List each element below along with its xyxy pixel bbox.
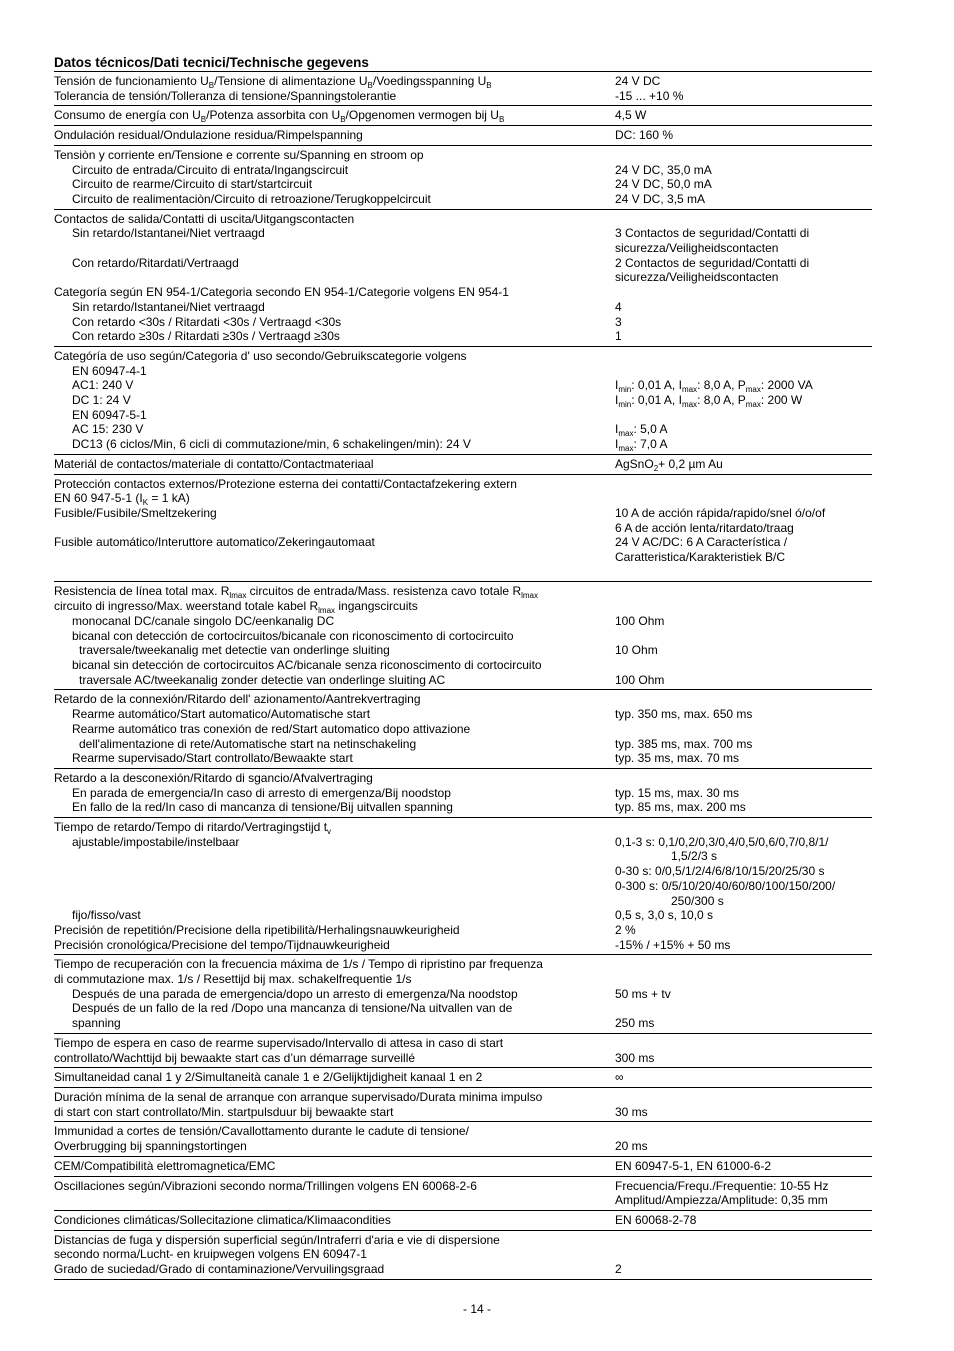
spec-label: Protección contactos externos/Protezione esterna dei contatti/Contactafzekering extern — [54, 476, 517, 491]
spec-value: typ. 35 ms, max. 70 ms — [615, 751, 740, 766]
spec-label: Rearme automático tras conexión de red/Start automatico dopo attivazione — [72, 721, 471, 736]
spec-label: fijo/fisso/vast — [72, 908, 141, 923]
spec-value: sicurezza/Veiligheidscontacten — [615, 241, 779, 256]
spec-line — [54, 1213, 872, 1228]
spec-label — [54, 270, 615, 285]
spec-line — [54, 506, 872, 521]
spec-value: 2 Contactos de seguridad/Contatti di — [615, 255, 810, 270]
spec-value: EN 60947-5-1, EN 61000-6-2 — [615, 1158, 772, 1173]
spec-label: Rearme supervisado/Start controllato/Bewaakte start — [72, 751, 353, 766]
spec-line — [54, 584, 872, 599]
spec-line — [54, 89, 872, 104]
spec-line — [54, 491, 872, 506]
spec-label — [54, 894, 615, 909]
spec-value: typ. 85 ms, max. 200 ms — [615, 800, 746, 815]
spec-line — [54, 1016, 872, 1031]
spec-label: Condiciones climáticas/Sollecitazione climatica/Klimaacondities — [54, 1212, 391, 1227]
spec-value: 24 V DC — [615, 74, 661, 88]
spec-section — [54, 955, 872, 1034]
spec-label: CEM/Compatibilità elettromagnetica/EMC — [54, 1158, 276, 1173]
spec-value — [615, 349, 872, 364]
spec-line — [54, 751, 872, 766]
spec-value: 24 V DC, 3,5 mA — [615, 191, 706, 206]
spec-value: 24 V AC/DC: 6 A Característica / — [615, 535, 788, 550]
spec-value: $I_{max}$: 5,0 A — [615, 422, 668, 439]
spec-label: Duración mínima de la senal de arranque con arranque supervisado/Durata minima impulso — [54, 1089, 543, 1104]
spec-value: 300 ms — [615, 1050, 655, 1065]
spec-section — [54, 210, 872, 347]
spec-section — [54, 1177, 872, 1211]
spec-value: 10 A de acción rápida/rapido/snel ó/o/of — [615, 505, 826, 520]
spec-line — [54, 212, 872, 227]
spec-label: Tiempo de retardo/Tempo di ritardo/Vertragingstijd $t_v$ — [54, 820, 332, 837]
spec-label: monocanal DC/canale singolo DC/eenkanalig DC — [72, 613, 335, 628]
spec-line — [54, 1001, 872, 1016]
spec-section — [54, 1068, 872, 1088]
spec-value: 30 ms — [615, 1104, 648, 1119]
spec-value: $I_{min}$: 0,01 A, $I_{max}$: 8,0 A, $P_{max}$: 2000 VA — [615, 378, 813, 395]
spec-label: En parada de emergencia/In caso di arresto di emergenza/Bij noodstop — [72, 785, 451, 800]
spec-value: typ. 350 ms, max. 650 ms — [615, 707, 753, 722]
spec-label: Circuito de realimentaciòn/Circuito di retroazione/Terugkoppelcircuit — [72, 191, 431, 206]
spec-line — [54, 108, 872, 123]
spec-line — [54, 315, 872, 330]
spec-label: dell'alimentazione di rete/Automatische start na netinschakeling — [79, 736, 417, 751]
spec-line — [54, 957, 872, 972]
spec-label: Resistencia de línea total max. $R_{lmax}$ circuitos de entrada/Mass. resistenza cavo totale $R_{lmax}$ — [54, 584, 538, 601]
spec-section — [54, 146, 872, 210]
spec-label: EN 60947-4-1 — [72, 363, 147, 378]
spec-value: sicurezza/Veiligheidscontacten — [615, 270, 779, 285]
spec-line — [54, 864, 872, 879]
spec-value: 24 V DC, 50,0 mA — [615, 177, 712, 192]
spec-value: 20 ms — [615, 1139, 648, 1154]
document-page — [54, 54, 872, 1280]
spec-label: di commutazione max. 1/s / Resettijd bij max. schakelfrequentie 1/s — [54, 972, 412, 987]
spec-line — [54, 177, 872, 192]
spec-value — [615, 629, 872, 644]
spec-value — [615, 565, 872, 580]
spec-line — [54, 477, 872, 492]
spec-label — [54, 849, 615, 864]
spec-line — [54, 800, 872, 815]
spec-label: DC 1: 24 V — [72, 393, 131, 408]
spec-value: -15 ... +10 % — [615, 88, 684, 103]
spec-value — [615, 1036, 872, 1051]
spec-label: EN 60947-5-1 — [72, 407, 147, 422]
spec-label: Fusible/Fusibile/Smeltzekering — [54, 505, 217, 520]
spec-line — [54, 1262, 872, 1277]
spec-label: Grado de suciedad/Grado di contaminazione/Vervuilingsgraad — [54, 1262, 385, 1277]
spec-line — [54, 1051, 872, 1066]
spec-value: AgSnO$_2$+ 0,2 µm Au — [615, 456, 723, 473]
spec-label: AC1: 240 V — [72, 378, 134, 393]
spec-section — [54, 1231, 872, 1280]
spec-label: Distancias de fuga y dispersión superficial según/Intraferri d'aria e vie di dispersione — [54, 1232, 500, 1247]
spec-label: traversale AC/tweekanalig zonder detectie van onderlinge sluiting AC — [79, 672, 446, 687]
spec-value: 3 Contactos de seguridad/Contatti di — [615, 226, 810, 241]
spec-label — [54, 879, 615, 894]
spec-label: Después de un fallo de la red /Dopo una mancanza di tensione/Na uitvallen van de — [72, 1001, 513, 1016]
spec-line — [54, 1070, 872, 1085]
page-title: Datos técnicos/Dati tecnici/Technische gegevens — [54, 55, 369, 70]
spec-line — [54, 1036, 872, 1051]
spec-label: Con retardo <30s / Ritardati <30s / Vertraagd <30s — [72, 314, 342, 329]
spec-label: En fallo de la red/In caso di mancanza di tensione/Bij uitvallen spanning — [72, 800, 453, 815]
spec-label: Contactos de salida/Contatti di uscita/Uitgangscontacten — [54, 211, 355, 226]
spec-label: circuito di ingresso/Max. weerstand totale kabel $R_{lmax}$ ingangscircuits — [54, 599, 418, 616]
spec-value: ∞ — [615, 1070, 624, 1085]
spec-section — [54, 1157, 872, 1177]
spec-value: -15% / +15% + 50 ms — [615, 937, 731, 952]
spec-value: typ. 15 ms, max. 30 ms — [615, 785, 740, 800]
spec-line — [54, 1124, 872, 1139]
spec-value: 100 Ohm — [615, 672, 665, 687]
spec-section — [54, 769, 872, 818]
spec-section — [54, 475, 872, 583]
spec-line — [54, 629, 872, 644]
spec-line — [54, 565, 872, 580]
spec-section — [54, 347, 872, 455]
spec-line — [54, 722, 872, 737]
spec-section — [54, 1034, 872, 1068]
spec-line — [54, 270, 872, 285]
spec-label: DC13 (6 ciclos/Min, 6 cicli di commutazione/min, 6 schakelingen/min): 24 V — [72, 437, 471, 452]
spec-value — [615, 285, 872, 300]
spec-line — [54, 128, 872, 143]
spec-label: Precisión de repetitión/Precisione della ripetibilità/Herhalingsnauwkeurigheid — [54, 922, 460, 937]
spec-value: 4 — [615, 299, 622, 314]
spec-label: Materiál de contactos/materiale di contatto/Contactmateriaal — [54, 456, 374, 471]
spec-line — [54, 364, 872, 379]
spec-label: Tensión de funcionamiento $U_B$/Tensione di alimentazione $U_B$/Voedingsspanning $U_B$ — [54, 74, 492, 90]
spec-line — [54, 599, 872, 614]
spec-section — [54, 690, 872, 769]
spec-label: Consumo de energía con $U_B$/Potenza assorbita con $U_B$/Opgenomen vermogen bij $U_B$ — [54, 108, 505, 125]
spec-label: Después de una parada de emergencia/dopo un arresto di emergenza/Na noodstop — [72, 986, 518, 1001]
spec-value — [615, 1090, 872, 1105]
spec-value: 250 ms — [615, 1016, 655, 1031]
spec-line — [54, 849, 872, 864]
spec-value: Amplitud/Ampiezza/Amplitude: 0,35 mm — [615, 1193, 828, 1208]
spec-label: Tiempo de espera en caso de rearme supervisado/Intervallo di attesa in caso di start — [54, 1035, 504, 1050]
spec-label: Con retardo ≥30s / Ritardati ≥30s / Vertraagd ≥30s — [72, 329, 340, 344]
spec-value: 1 — [615, 329, 622, 344]
spec-value: 250/300 s — [671, 893, 724, 908]
spec-value — [615, 957, 872, 972]
spec-label — [54, 550, 615, 565]
spec-line — [54, 1105, 872, 1120]
spec-line — [54, 835, 872, 850]
spec-line — [54, 1193, 872, 1208]
spec-line — [54, 673, 872, 688]
spec-value — [615, 584, 872, 599]
spec-value: 0,5 s, 3,0 s, 10,0 s — [615, 908, 714, 923]
spec-line — [54, 987, 872, 1002]
spec-label: spanning — [72, 1016, 121, 1031]
spec-value — [615, 408, 872, 423]
spec-line — [54, 550, 872, 565]
spec-label: Categóría de uso según/Categoria d' uso secondo/Gebruikscategorie volgens — [54, 348, 467, 363]
spec-label: bicanal con detección de cortocircuitos/bicanale con riconoscimento di cortocircuito — [72, 628, 514, 643]
spec-label: controllato/Wachttijd bij bewaakte start cas d’un démarrage surveillé — [54, 1050, 416, 1065]
spec-value: 0,1-3 s: 0,1/0,2/0,3/0,4/0,5/0,6/0,7/0,8/1/ — [615, 834, 829, 849]
spec-label: di start con start controllato/Min. startpulsduur bij bewaakte start — [54, 1104, 394, 1119]
spec-line — [54, 163, 872, 178]
spec-value — [615, 1001, 872, 1016]
spec-value: 3 — [615, 314, 622, 329]
spec-label: Con retardo/Ritardati/Vertraagd — [72, 255, 239, 270]
page-number: - 14 - — [462, 1302, 491, 1316]
spec-line — [54, 535, 872, 550]
spec-line — [54, 692, 872, 707]
spec-value — [615, 477, 872, 492]
spec-value — [615, 1124, 872, 1139]
spec-line — [54, 437, 872, 452]
spec-line — [54, 658, 872, 673]
spec-line — [54, 614, 872, 629]
spec-value — [615, 599, 872, 614]
spec-section — [54, 818, 872, 955]
spec-line — [54, 329, 872, 344]
spec-value — [615, 771, 872, 786]
spec-line — [54, 771, 872, 786]
spec-line — [54, 1090, 872, 1105]
spec-line — [54, 226, 872, 241]
spec-section — [54, 126, 872, 146]
spec-line — [54, 393, 872, 408]
spec-value — [615, 692, 872, 707]
spec-label: Immunidad a cortes de tensión/Cavallottamento durante le cadute di tensione/ — [54, 1124, 469, 1139]
spec-value: $I_{min}$: 0,01 A, $I_{max}$: 8,0 A, $P_{max}$: 200 W — [615, 393, 803, 410]
spec-label: Circuito de rearme/Circuito di start/startcircuit — [72, 177, 313, 192]
spec-label: AC 15: 230 V — [72, 422, 144, 437]
spec-value: 4,5 W — [615, 108, 647, 123]
spec-line — [54, 378, 872, 393]
spec-label — [54, 864, 615, 879]
spec-label: Precisión cronológica/Precisione del tempo/Tijdnauwkeurigheid — [54, 937, 390, 952]
spec-label: Tiempo de recuperación con la frecuencia máxima de 1/s / Tempo di ripristino par frequenza — [54, 957, 543, 972]
spec-value — [615, 658, 872, 673]
spec-label: secondo norma/Lucht- en kruipwegen volgens EN 60947-1 — [54, 1247, 367, 1262]
spec-label: Rearme automático/Start automatico/Automatische start — [72, 707, 371, 722]
spec-label: ajustable/impostabile/instelbaar — [72, 834, 240, 849]
spec-line — [54, 408, 872, 423]
spec-line — [54, 457, 872, 472]
spec-line — [54, 521, 872, 536]
spec-label: Oscillaciones según/Vibrazioni secondo norma/Trillingen volgens EN 60068-2-6 — [54, 1178, 477, 1193]
spec-label — [54, 565, 615, 580]
spec-section — [54, 1122, 872, 1156]
spec-value: typ. 385 ms, max. 700 ms — [615, 736, 753, 751]
spec-value: 0-30 s: 0/0,5/1/2/4/6/8/10/15/20/25/30 s — [615, 864, 825, 879]
spec-label: Simultaneidad canal 1 y 2/Simultaneità canale 1 e 2/Gelijktijdigheit kanaal 1 en 2 — [54, 1070, 483, 1085]
spec-value — [615, 820, 872, 835]
spec-line — [54, 241, 872, 256]
spec-value: 24 V DC, 35,0 mA — [615, 162, 712, 177]
spec-line — [54, 422, 872, 437]
spec-section — [54, 106, 872, 126]
spec-value — [615, 364, 872, 379]
spec-label: Overbrugging bij spanningstortingen — [54, 1139, 247, 1154]
spec-line — [54, 1159, 872, 1174]
spec-section — [54, 72, 872, 106]
spec-line — [54, 1179, 872, 1194]
spec-line — [54, 643, 872, 658]
spec-section — [54, 455, 872, 475]
spec-line — [54, 285, 872, 300]
spec-value — [615, 212, 872, 227]
spec-value — [615, 972, 872, 987]
spec-label: Sin retardo/Istantanei/Niet vertraagd — [72, 299, 265, 314]
spec-value — [615, 722, 872, 737]
spec-line — [54, 74, 872, 89]
spec-line — [54, 786, 872, 801]
spec-value: 50 ms + tv — [615, 986, 671, 1001]
spec-label: Circuito de entrada/Circuito di entrata/Ingangscircuit — [72, 162, 349, 177]
spec-line — [54, 908, 872, 923]
spec-line — [54, 148, 872, 163]
spec-value: 1,5/2/3 s — [671, 849, 718, 864]
spec-value: Caratteristica/Karakteristiek B/C — [615, 550, 786, 565]
spec-label: Retardo a la desconexión/Ritardo di sgancio/Afvalvertraging — [54, 770, 373, 785]
spec-section — [54, 1088, 872, 1122]
spec-line — [54, 894, 872, 909]
spec-line — [54, 938, 872, 953]
spec-label — [54, 1193, 615, 1208]
spec-line — [54, 1233, 872, 1248]
spec-line — [54, 192, 872, 207]
spec-label: Sin retardo/Istantanei/Niet vertraagd — [72, 226, 265, 241]
spec-value: $I_{max}$: 7,0 A — [615, 437, 668, 454]
spec-line — [54, 923, 872, 938]
spec-value — [615, 148, 872, 163]
spec-line — [54, 737, 872, 752]
spec-label: EN 60 947-5-1 ($I_K = 1$ kA) — [54, 491, 190, 508]
spec-table — [54, 71, 872, 1280]
spec-value: 2 — [615, 1262, 622, 1277]
spec-line — [54, 1247, 872, 1262]
spec-label — [54, 241, 615, 256]
spec-value: Frecuencia/Frequ./Frequentie: 10-55 Hz — [615, 1178, 829, 1193]
spec-label: Tensiòn y corriente en/Tensione e corrente su/Spanning en stroom op — [54, 147, 424, 162]
spec-line — [54, 349, 872, 364]
spec-value: DC: 160 % — [615, 128, 674, 143]
spec-line — [54, 820, 872, 835]
spec-label: Fusible automático/Interuttore automatico/Zekeringautomaat — [54, 535, 375, 550]
spec-value: 0-300 s: 0/5/10/20/40/60/80/100/150/200/ — [615, 878, 836, 893]
spec-value: 2 % — [615, 922, 636, 937]
spec-label: Tolerancia de tensión/Tolleranza di tensione/Spanningstolerantie — [54, 88, 397, 103]
spec-value — [615, 491, 872, 506]
spec-line — [54, 707, 872, 722]
spec-value: 6 A de acción lenta/ritardato/traag — [615, 520, 794, 535]
spec-value: EN 60068-2-78 — [615, 1212, 697, 1227]
spec-line — [54, 300, 872, 315]
spec-line — [54, 972, 872, 987]
spec-label: Retardo de la connexión/Ritardo dell' azionamento/Aantrekvertraging — [54, 692, 421, 707]
spec-label — [54, 521, 615, 536]
spec-line — [54, 256, 872, 271]
spec-section — [54, 582, 872, 690]
spec-value — [615, 1233, 872, 1248]
spec-section — [54, 1211, 872, 1231]
spec-value: 100 Ohm — [615, 613, 665, 628]
spec-line — [54, 879, 872, 894]
spec-value: 10 Ohm — [615, 643, 658, 658]
spec-label: traversale/tweekanalig met detectie van onderlinge sluiting — [79, 643, 390, 658]
spec-value — [615, 1247, 872, 1262]
spec-label: bicanal sin detección de cortocircuitos AC/bicanale senza riconoscimento di cortocircuito — [72, 658, 542, 672]
spec-label: Ondulación residual/Ondulazione residua/Rimpelspanning — [54, 128, 363, 143]
spec-line — [54, 1139, 872, 1154]
spec-label: Categoría según EN 954-1/Categoria secondo EN 954-1/Categorie volgens EN 954-1 — [54, 285, 509, 300]
